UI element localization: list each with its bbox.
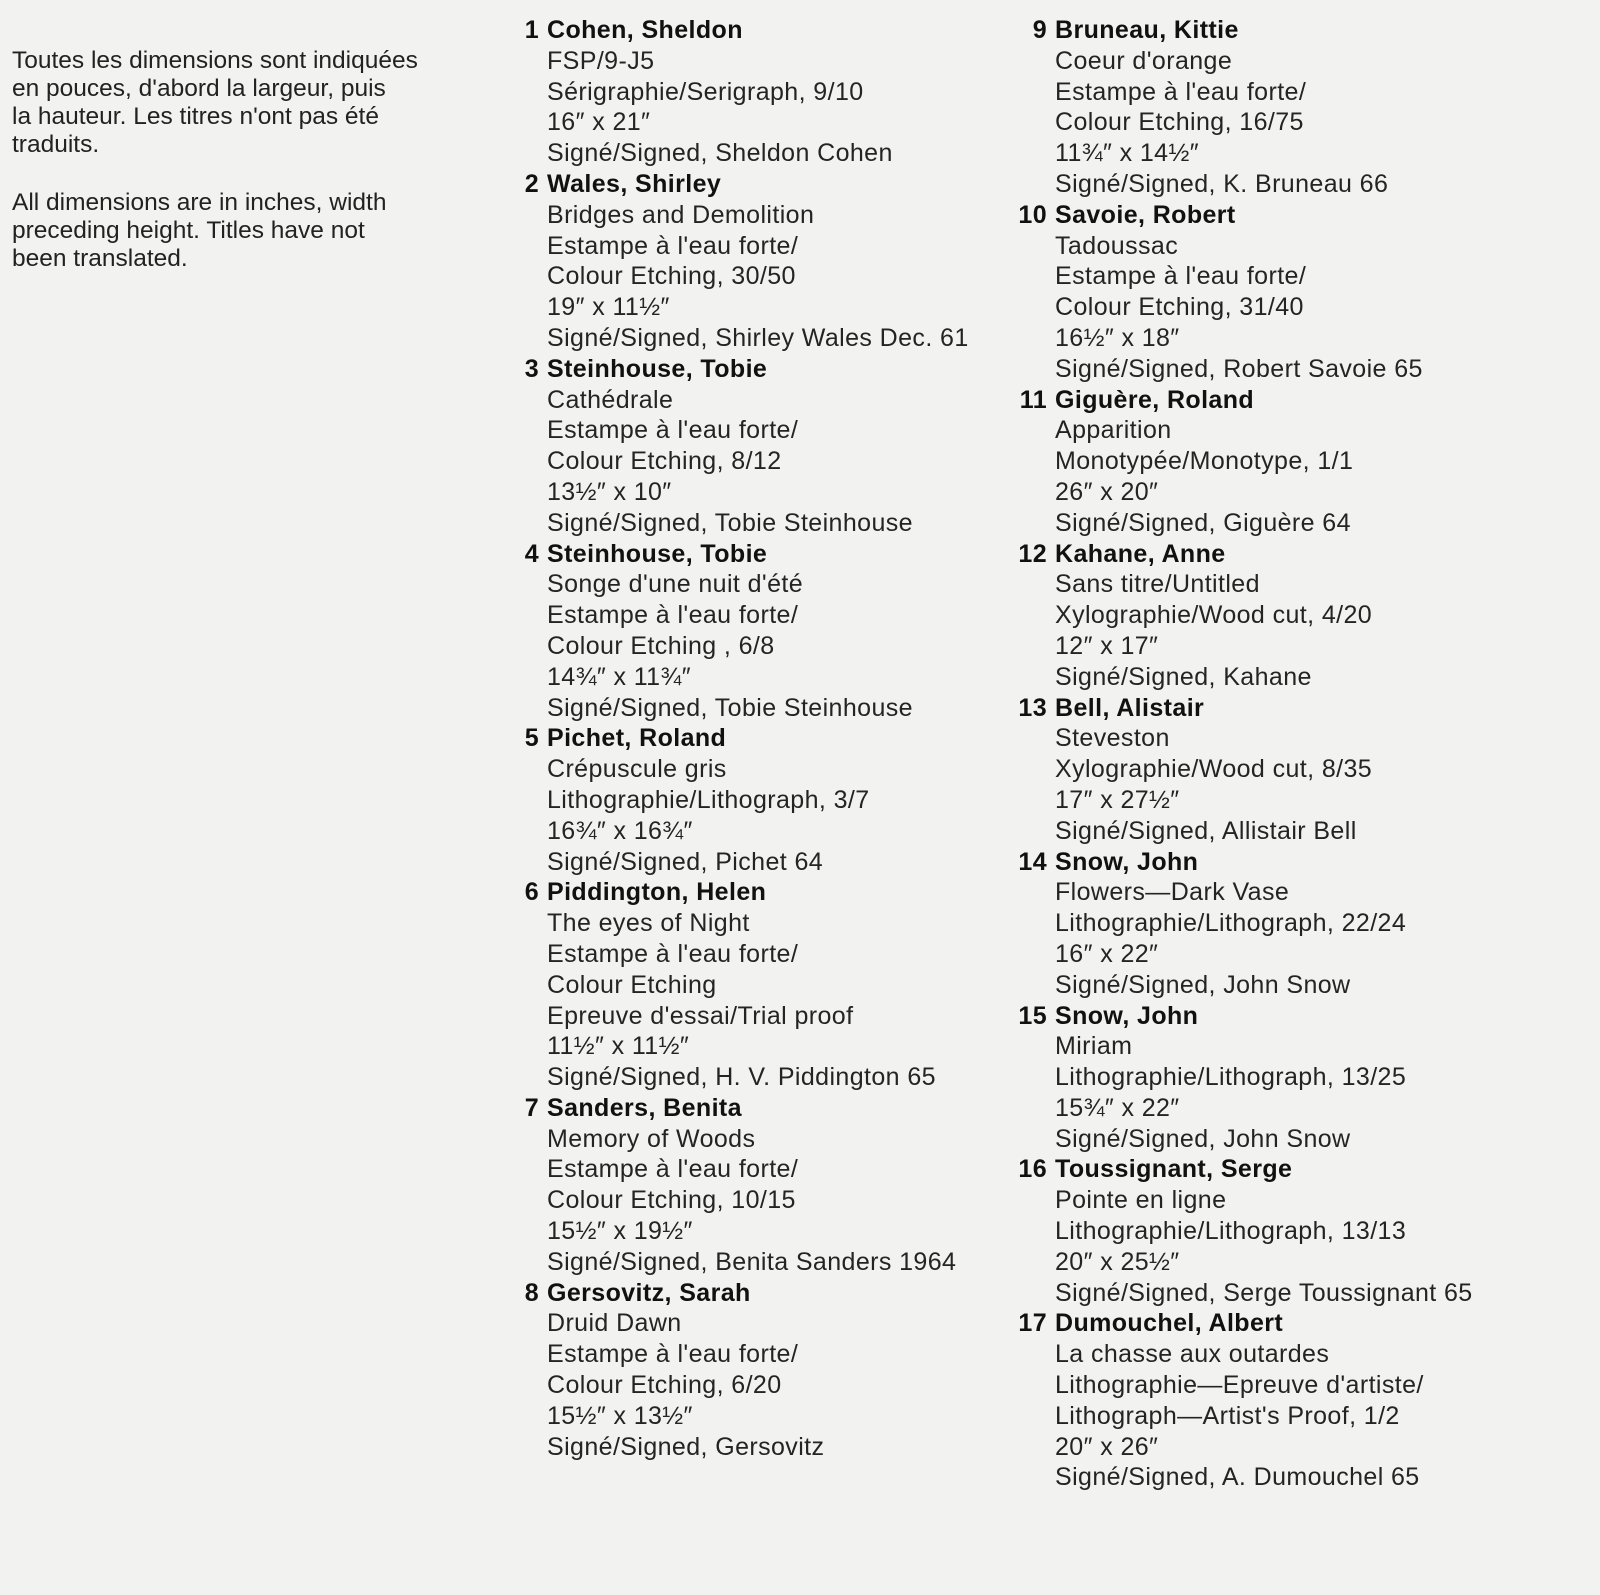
entry-detail-line: Apparition <box>1055 416 1172 445</box>
entry-detail-line: Estampe à l'eau forte/ <box>547 1340 799 1369</box>
entry-detail-line: Tadoussac <box>1055 231 1179 260</box>
entry-number: 4 <box>524 539 539 568</box>
entry-heading <box>1011 1001 1591 1032</box>
entry-artist: Wales, Shirley <box>547 169 722 198</box>
entry-artist: Savoie, Robert <box>1055 200 1236 229</box>
entry-number: 8 <box>524 1278 539 1307</box>
entry-heading <box>517 877 997 908</box>
entry-detail-line: Estampe à l'eau forte/ <box>1055 262 1307 291</box>
entry-artist: Giguère, Roland <box>1055 385 1255 414</box>
entry-detail-line: Estampe à l'eau forte/ <box>547 939 799 968</box>
entry-heading <box>1011 847 1591 878</box>
entry-detail-line: Lithographie/Lithograph, 13/13 <box>1055 1217 1407 1246</box>
catalogue-entry <box>1011 1308 1591 1493</box>
intro-french: Toutes les dimensions sont indiquées en pouces, d'abord la largeur, puis la hauteur. Les titres n'ont pas été traduits. <box>12 47 418 158</box>
entry-detail-line: Xylographie/Wood cut, 8/35 <box>1055 755 1373 784</box>
entry-detail-line: Estampe à l'eau forte/ <box>547 231 799 260</box>
entry-number: 12 <box>1018 539 1047 568</box>
entry-number: 9 <box>1032 16 1047 44</box>
entry-detail-line: Coeur d'orange <box>1055 46 1233 75</box>
catalogue-entry <box>517 15 997 169</box>
entry-detail-line: FSP/9-J5 <box>547 46 655 75</box>
entry-detail-line: La chasse aux outardes <box>1055 1340 1330 1369</box>
catalogue-entry <box>517 877 997 1093</box>
entry-detail-line: Signé/Signed, Shirley Wales Dec. 61 <box>547 323 969 352</box>
entry-detail-line: 16½″ x 18″ <box>1055 323 1180 352</box>
entry-detail-line: Colour Etching, 8/12 <box>547 447 782 476</box>
catalogue-column-right <box>1011 15 1591 1493</box>
entry-detail-line: 17″ x 27½″ <box>1055 785 1180 814</box>
entry-detail-line: Lithographie—Epreuve d'artiste/ <box>1055 1371 1424 1400</box>
entry-detail-line: Estampe à l'eau forte/ <box>547 601 799 630</box>
entry-detail-line: 20″ x 25½″ <box>1055 1247 1180 1276</box>
entry-detail-line: Signé/Signed, Benita Sanders 1964 <box>547 1247 957 1276</box>
entry-artist: Pichet, Roland <box>547 724 727 753</box>
catalogue-entry <box>517 169 997 354</box>
entry-artist: Snow, John <box>1055 847 1199 876</box>
entry-detail-line: Signé/Signed, Tobie Steinhouse <box>547 693 913 722</box>
entry-number: 2 <box>524 169 539 198</box>
entry-detail-line: Lithographie/Lithograph, 22/24 <box>1055 909 1407 938</box>
entry-detail-line: Crépuscule gris <box>547 755 727 784</box>
entry-detail-line: Estampe à l'eau forte/ <box>547 1155 799 1184</box>
entry-artist: Dumouchel, Albert <box>1055 1309 1284 1338</box>
entry-artist: Gersovitz, Sarah <box>547 1278 751 1307</box>
entry-detail-line: Signé/Signed, H. V. Piddington 65 <box>547 1063 936 1092</box>
entry-number: 1 <box>524 16 539 44</box>
entry-detail-line: Signé/Signed, Giguère 64 <box>1055 508 1351 537</box>
entry-detail-line: Miriam <box>1055 1032 1133 1061</box>
entry-detail-line: 14¾″ x 11¾″ <box>547 662 691 691</box>
entry-artist: Cohen, Sheldon <box>547 16 743 44</box>
catalogue-entry <box>1011 15 1591 200</box>
entry-detail-line: Signé/Signed, Sheldon Cohen <box>547 139 893 168</box>
catalogue-entry <box>517 539 997 724</box>
catalogue-entry <box>1011 200 1591 385</box>
entry-number: 6 <box>524 878 539 907</box>
catalogue-entry <box>517 354 997 539</box>
entry-heading <box>1011 1154 1591 1185</box>
entry-heading <box>517 354 997 385</box>
entry-number: 5 <box>524 724 539 753</box>
entry-number: 13 <box>1018 693 1047 722</box>
entry-detail-line: Colour Etching, 31/40 <box>1055 293 1304 322</box>
entry-detail-line: 11¾″ x 14½″ <box>1055 139 1199 168</box>
entry-artist: Steinhouse, Tobie <box>547 354 768 383</box>
entry-detail-line: Signé/Signed, Allistair Bell <box>1055 816 1357 845</box>
entry-heading <box>1011 385 1591 416</box>
entry-detail-line: Colour Etching, 16/75 <box>1055 108 1304 137</box>
entry-detail-line: Signé/Signed, Pichet 64 <box>547 847 824 876</box>
entry-detail-line: 12″ x 17″ <box>1055 631 1159 660</box>
entry-detail-line: Bridges and Demolition <box>547 200 815 229</box>
catalogue-entry <box>517 1278 997 1463</box>
entry-artist: Piddington, Helen <box>547 878 767 907</box>
entry-heading <box>517 1093 997 1124</box>
entry-detail-line: Lithograph—Artist's Proof, 1/2 <box>1055 1401 1400 1430</box>
entry-detail-line: Memory of Woods <box>547 1124 756 1153</box>
entry-detail-line: Sérigraphie/Serigraph, 9/10 <box>547 77 864 106</box>
entry-detail-line: Signé/Signed, John Snow <box>1055 1124 1351 1153</box>
entry-heading <box>1011 200 1591 231</box>
entry-heading <box>1011 15 1591 46</box>
entry-detail-line: Signé/Signed, Robert Savoie 65 <box>1055 354 1423 383</box>
intro-notes <box>12 47 482 303</box>
entry-artist: Steinhouse, Tobie <box>547 539 768 568</box>
entry-detail-line: Pointe en ligne <box>1055 1186 1227 1215</box>
entry-detail-line: Signé/Signed, K. Bruneau 66 <box>1055 169 1389 198</box>
entry-detail-line: Xylographie/Wood cut, 4/20 <box>1055 601 1373 630</box>
entry-detail-line: Signé/Signed, Serge Toussignant 65 <box>1055 1278 1473 1307</box>
intro-english: All dimensions are in inches, width preceding height. Titles have not been translated. <box>12 189 387 272</box>
entry-detail-line: 19″ x 11½″ <box>547 293 670 322</box>
entry-number: 10 <box>1018 200 1047 229</box>
entry-detail-line: 15½″ x 19½″ <box>547 1217 693 1246</box>
entry-detail-line: Signé/Signed, Gersovitz <box>547 1432 825 1461</box>
entry-detail-line: Epreuve d'essai/Trial proof <box>547 1001 854 1030</box>
entry-number: 16 <box>1018 1155 1047 1184</box>
entry-detail-line: The eyes of Night <box>547 909 750 938</box>
catalogue-column-left <box>517 15 997 1462</box>
entry-detail-line: Signé/Signed, Kahane <box>1055 662 1312 691</box>
entry-detail-line: 16¾″ x 16¾″ <box>547 816 693 845</box>
entry-artist: Sanders, Benita <box>547 1093 742 1122</box>
entry-number: 11 <box>1019 385 1047 414</box>
entry-detail-line: Colour Etching <box>547 970 717 999</box>
entry-detail-line: Lithographie/Lithograph, 13/25 <box>1055 1063 1407 1092</box>
catalogue-entry <box>1011 1154 1591 1308</box>
entry-number: 15 <box>1018 1001 1047 1030</box>
entry-detail-line: Colour Etching, 30/50 <box>547 262 796 291</box>
entry-detail-line: Estampe à l'eau forte/ <box>1055 77 1307 106</box>
entry-artist: Kahane, Anne <box>1055 539 1226 568</box>
entry-detail-line: Druid Dawn <box>547 1309 682 1338</box>
entry-number: 7 <box>524 1093 539 1122</box>
entry-detail-line: 26″ x 20″ <box>1055 477 1159 506</box>
catalogue-entry <box>1011 385 1591 539</box>
entry-detail-line: 16″ x 22″ <box>1055 939 1159 968</box>
entry-detail-line: Cathédrale <box>547 385 674 414</box>
entry-detail-line: Signé/Signed, Tobie Steinhouse <box>547 508 913 537</box>
catalogue-entry <box>1011 847 1591 1001</box>
entry-detail-line: 16″ x 21″ <box>547 108 651 137</box>
catalogue-entry <box>1011 539 1591 693</box>
entry-detail-line: Signé/Signed, John Snow <box>1055 970 1351 999</box>
entry-heading <box>517 1278 997 1309</box>
entry-number: 17 <box>1018 1309 1047 1338</box>
entry-heading <box>517 539 997 570</box>
entry-heading <box>517 169 997 200</box>
entry-heading <box>517 15 997 46</box>
catalogue-entry <box>1011 693 1591 847</box>
entry-heading <box>517 723 997 754</box>
entry-artist: Bruneau, Kittie <box>1055 16 1239 44</box>
entry-detail-line: Flowers—Dark Vase <box>1055 878 1290 907</box>
entry-heading <box>1011 693 1591 724</box>
catalogue-entry <box>517 723 997 877</box>
entry-number: 14 <box>1018 847 1047 876</box>
entry-detail-line: Sans titre/Untitled <box>1055 570 1260 599</box>
entry-detail-line: 15¾″ x 22″ <box>1055 1093 1180 1122</box>
entry-detail-line: Estampe à l'eau forte/ <box>547 416 799 445</box>
entry-detail-line: Steveston <box>1055 724 1170 753</box>
entry-detail-line: Monotypée/Monotype, 1/1 <box>1055 447 1354 476</box>
entry-detail-line: 11½″ x 11½″ <box>547 1032 690 1061</box>
entry-artist: Snow, John <box>1055 1001 1199 1030</box>
catalogue-entry <box>1011 1001 1591 1155</box>
entry-number: 3 <box>524 354 539 383</box>
entry-detail-line: 13½″ x 10″ <box>547 477 672 506</box>
entry-detail-line: Songe d'une nuit d'été <box>547 570 804 599</box>
entry-detail-line: 20″ x 26″ <box>1055 1432 1159 1461</box>
entry-detail-line: Colour Etching , 6/8 <box>547 631 775 660</box>
entry-artist: Toussignant, Serge <box>1055 1155 1293 1184</box>
entry-artist: Bell, Alistair <box>1055 693 1205 722</box>
entry-detail-line: Colour Etching, 10/15 <box>547 1186 796 1215</box>
entry-detail-line: Colour Etching, 6/20 <box>547 1371 782 1400</box>
entry-detail-line: Signé/Signed, A. Dumouchel 65 <box>1055 1463 1420 1492</box>
entry-detail-line: Lithographie/Lithograph, 3/7 <box>547 785 870 814</box>
entry-detail-line: 15½″ x 13½″ <box>547 1401 693 1430</box>
entry-heading <box>1011 1308 1591 1339</box>
entry-heading <box>1011 539 1591 570</box>
catalogue-entry <box>517 1093 997 1278</box>
